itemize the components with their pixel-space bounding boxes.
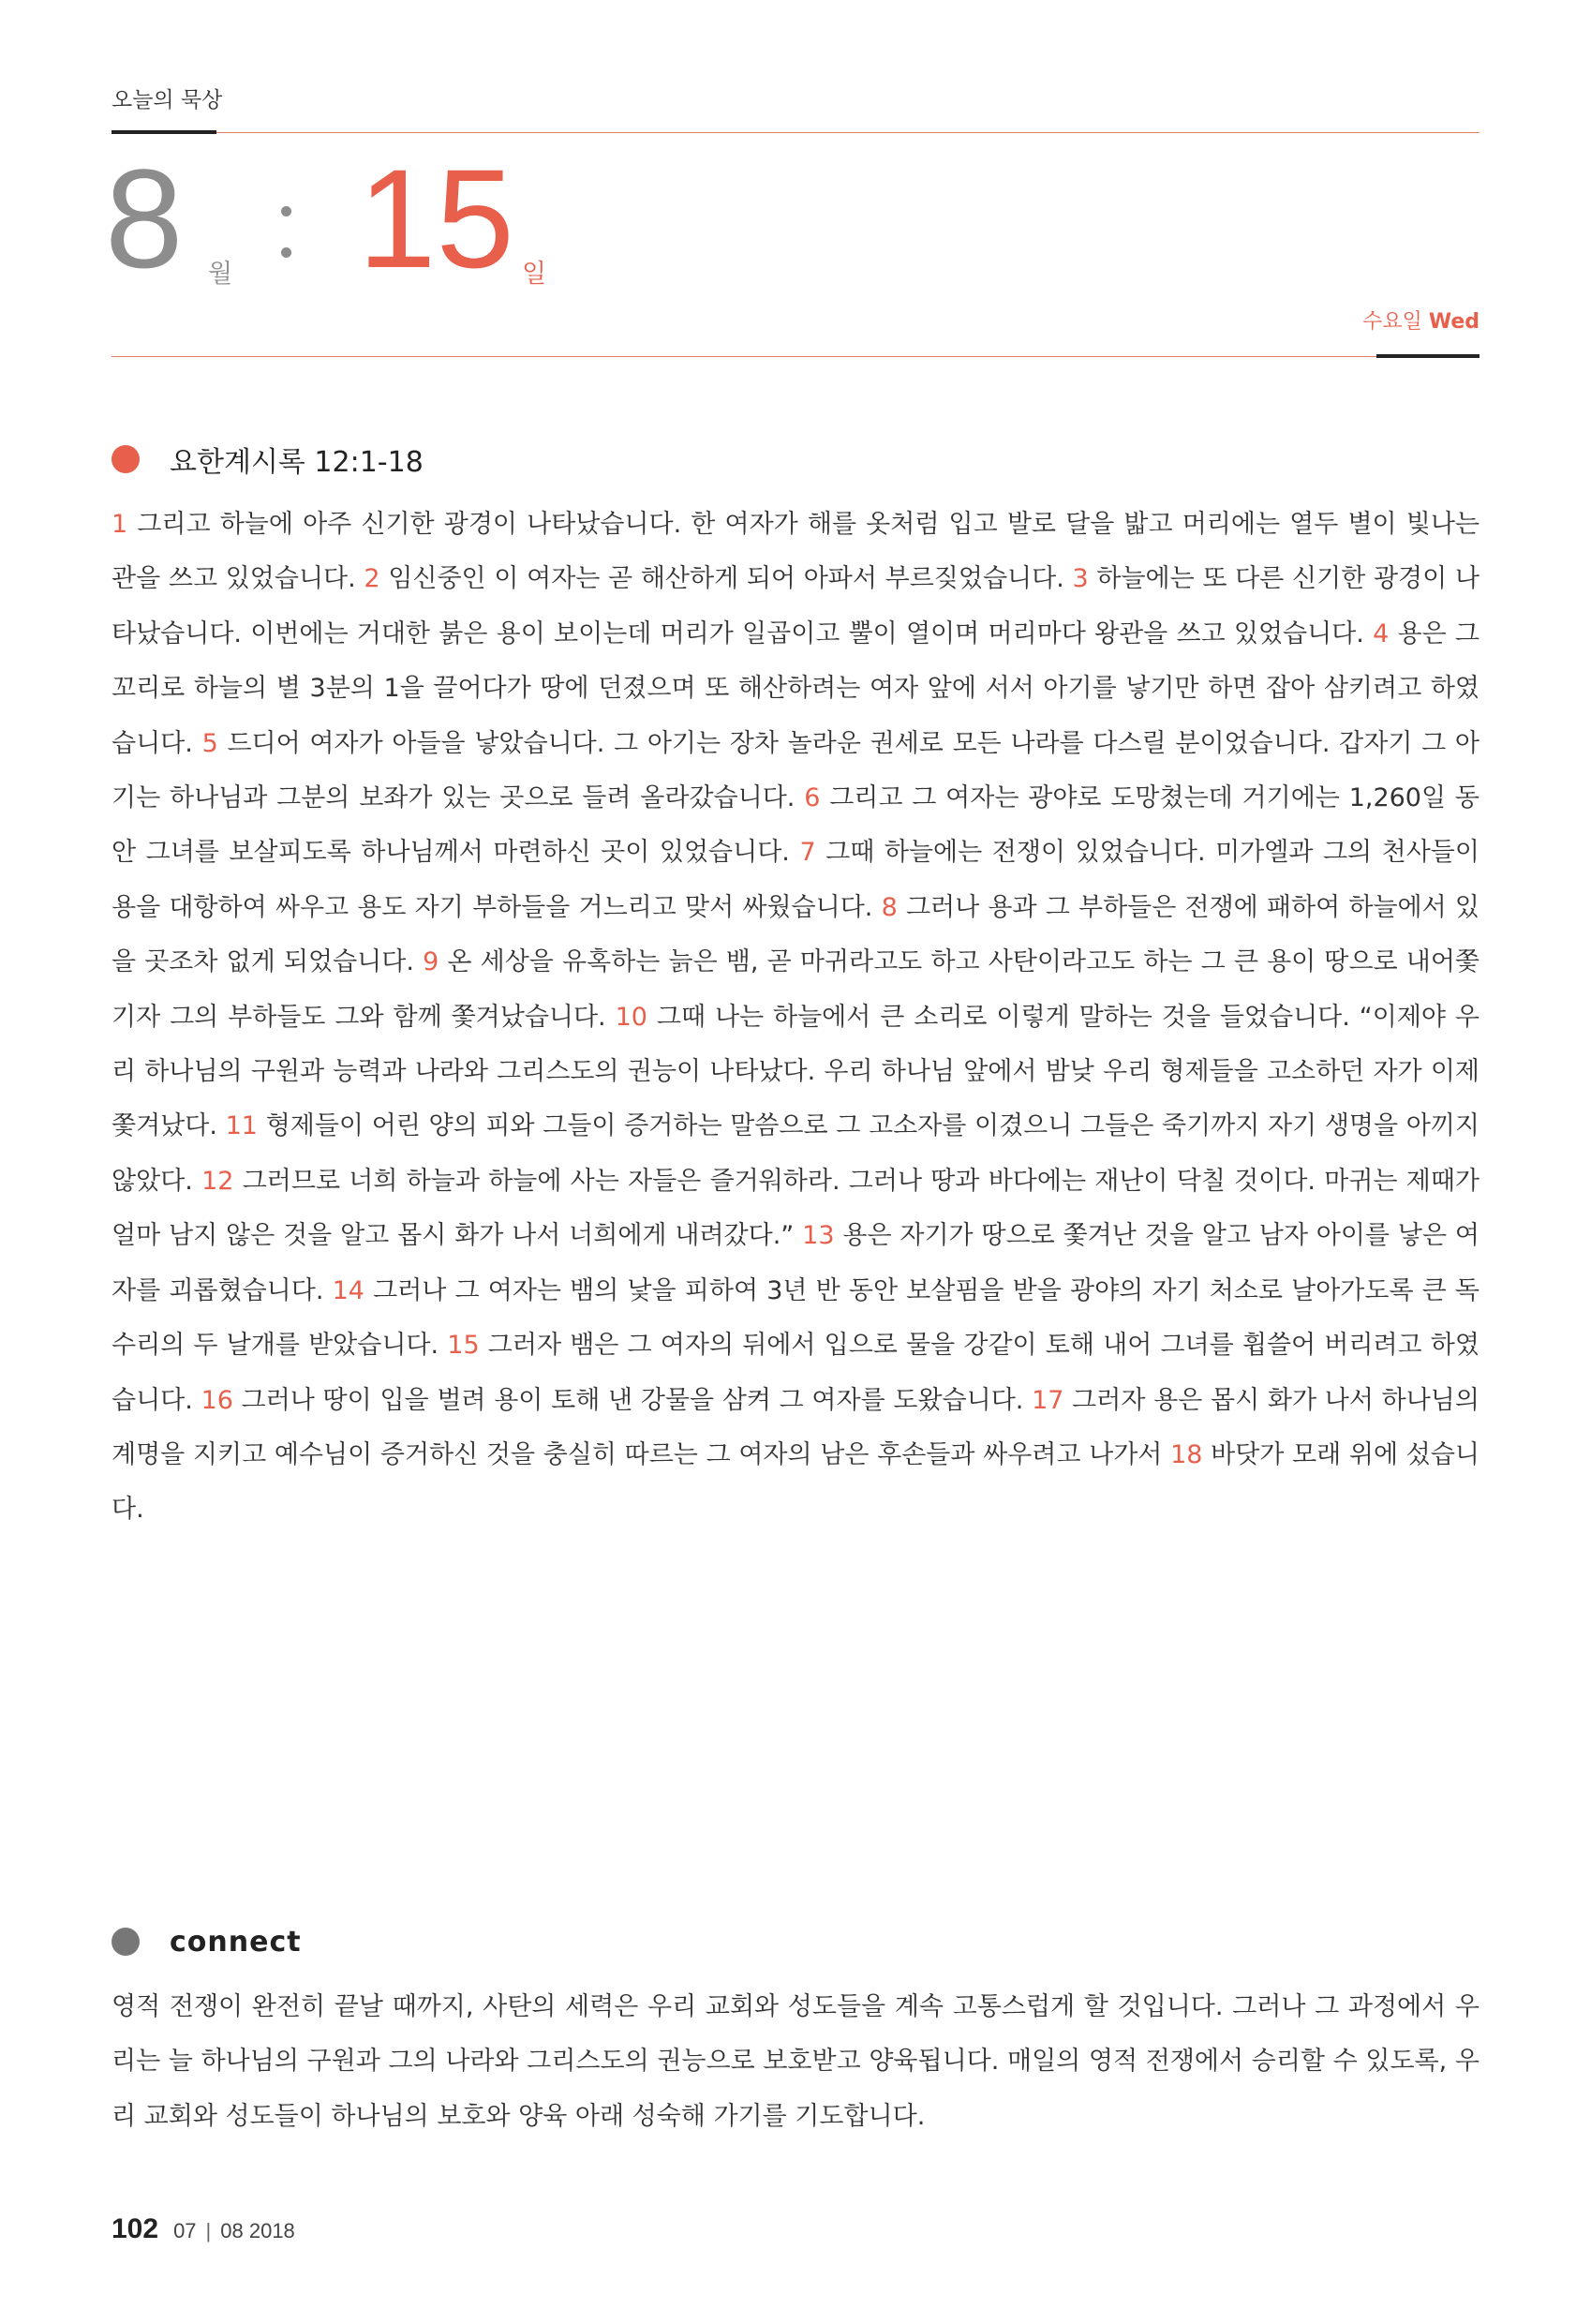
verse-text: 그리고 그 여자는 광야로 도망쳤는데 거기에는 1,260일 동안 그녀를 보살피도록 하나님께서 마련하신 곳이 있었습니다. (112, 783, 1479, 868)
verse-text: 온 세상을 유혹하는 늙은 뱀, 곧 마귀라고도 하고 사탄이라고도 하는 그 큰 용이 땅으로 내어쫓기자 그의 부하들도 그와 함께 쫓겨났습니다. (112, 947, 1480, 1032)
verse-number: 14 (332, 1275, 364, 1305)
connect-title: connect (170, 1925, 302, 1959)
header-label: 오늘의 묵상 (112, 88, 223, 112)
day-number: 15 (358, 140, 514, 297)
verse-number: 4 (1373, 618, 1390, 648)
day-unit: 일 (522, 260, 547, 289)
verse-text: 그러나 땅이 입을 벌려 용이 토해 낸 강물을 삼켜 그 여자를 도왔습니다. (241, 1385, 1024, 1415)
verse-number: 18 (1170, 1439, 1203, 1469)
verse-number: 10 (615, 1002, 647, 1032)
date-display (105, 140, 948, 298)
connect-body: 영적 전쟁이 완전히 끝날 때까지, 사탄의 세력은 우리 교회와 성도들을 계속 고통스럽게 할 것입니다. 그러나 그 과정에서 우리는 늘 하나님의 구원과 그의 나라와 그리스도의 권능으로 보호받고 양육됩니다. 매일의 영적 전쟁에서 승리할 수 있도록, 우리 교회와 성도들이 하나님의 보호와 양육 아래 성숙해 가기를 기도합니다. (112, 1992, 1479, 2131)
page-number: 102 (112, 2213, 159, 2244)
scripture-title: 요한계시록 12:1-18 (170, 446, 424, 479)
weekday (1362, 305, 1479, 335)
verse-text: 그리고 하늘에 아주 신기한 광경이 나타났습니다. 한 여자가 해를 옷처럼 입고 발로 달을 밟고 머리에는 열두 별이 빛나는 관을 쓰고 있었습니다. (112, 510, 1479, 594)
connect-heading (112, 1921, 302, 1962)
colon-dot-bottom (281, 247, 291, 258)
verse-number: 1 (112, 510, 128, 539)
scripture-body (112, 498, 1479, 1538)
verse-text: 그때 하늘에는 전쟁이 있었습니다. 미가엘과 그의 천사들이 용을 대항하여 싸우고 용도 자기 부하들을 거느리고 맞서 싸웠습니다. (112, 838, 1479, 922)
verse-number: 7 (799, 838, 816, 868)
red-bullet-icon (112, 445, 140, 473)
verse-text: 그러나 용과 그 부하들은 전쟁에 패하여 하늘에서 있을 곳조차 없게 되었습니다. (112, 892, 1479, 977)
verse-number: 15 (447, 1331, 480, 1361)
verse-text: 드디어 여자가 아들을 낳았습니다. 그 아기는 장차 놀라운 권세로 모든 나라를 다스릴 분이었습니다. 갑자기 그 아기는 하나님과 그분의 보좌가 있는 곳으로 들려 올라갔습니다. (112, 728, 1479, 813)
verse-number: 9 (423, 947, 439, 977)
header-rule-thick (112, 130, 216, 134)
verse-text: 그러므로 너희 하늘과 하늘에 사는 자들은 즐거워하라. 그러나 땅과 바다에는 재난이 닥칠 것이다. 마귀는 제때가 얼마 남지 않은 것을 알고 몹시 화가 나서 너희에게 내려갔다.” (112, 1166, 1479, 1251)
gray-bullet-icon (112, 1928, 140, 1956)
issue-separator: | (205, 2219, 212, 2242)
verse-number: 13 (802, 1221, 835, 1251)
verse-number: 8 (881, 892, 898, 922)
issue-info (173, 2219, 295, 2243)
verse-number: 16 (201, 1385, 233, 1415)
verse-text: 하늘에는 또 다른 신기한 광경이 나타났습니다. 이번에는 거대한 붉은 용이 보이는데 머리가 일곱이고 뿔이 열이며 머리마다 왕관을 쓰고 있었습니다. (112, 564, 1479, 648)
page-footer (112, 2213, 295, 2245)
month-unit: 월 (208, 260, 233, 289)
verse-text: 용은 그 꼬리로 하늘의 별 3분의 1을 끌어다가 땅에 던졌으며 또 해산하려는 여자 앞에 서서 아기를 낳기만 하면 잡아 삼키려고 하였습니다. (112, 618, 1479, 758)
date-rule-thick (1376, 354, 1479, 358)
verse-text: 임신중인 이 여자는 곧 해산하게 되어 아파서 부르짖었습니다. (388, 564, 1064, 594)
scripture-heading (112, 439, 424, 480)
colon-dot-top (281, 206, 291, 216)
weekday-en: Wed (1428, 310, 1479, 334)
verse-number: 5 (201, 728, 218, 758)
verse-text: 그러자 용은 몹시 화가 나서 하나님의 계명을 지키고 예수님이 증거하신 것을 충실히 따르는 그 여자의 남은 후손들과 싸우려고 나가서 (112, 1385, 1479, 1469)
month-number: 8 (105, 140, 184, 297)
verse-number: 3 (1072, 564, 1089, 594)
verse-text: 형제들이 어린 양의 피와 그들이 증거하는 말씀으로 그 고소자를 이겼으니 그들은 죽기까지 자기 생명을 아끼지 않았다. (112, 1111, 1480, 1196)
verse-number: 17 (1032, 1385, 1064, 1415)
verse-number: 2 (364, 564, 380, 594)
verse-number: 11 (225, 1111, 258, 1141)
date-rule-thin (112, 356, 1416, 357)
weekday-ko: 수요일 (1362, 310, 1422, 334)
verse-text: 용은 자기가 땅으로 쫓겨난 것을 알고 남자 아이를 낳은 여자를 괴롭혔습니다. (112, 1221, 1479, 1305)
issue-months: 07 (173, 2219, 197, 2242)
verse-number: 12 (201, 1166, 234, 1196)
header-rule-thin (216, 132, 1479, 133)
verse-text: 바닷가 모래 위에 섰습니다. (112, 1439, 1479, 1525)
verse-text: 그러나 그 여자는 뱀의 낯을 피하여 3년 반 동안 보살핌을 받을 광야의 자기 처소로 날아가도록 큰 독수리의 두 날개를 받았습니다. (112, 1275, 1480, 1361)
verse-text: 그러자 뱀은 그 여자의 뒤에서 입으로 물을 강같이 토해 내어 그녀를 휩쓸어 버리려고 하였습니다. (112, 1331, 1479, 1415)
verse-text: 그때 나는 하늘에서 큰 소리로 이렇게 말하는 것을 들었습니다. “이제야 우리 하나님의 구원과 능력과 나라와 그리스도의 권능이 나타났다. 우리 하나님 앞에서 밤낮 우리 형제들을 고소하던 자가 이제 쫓겨났다. (112, 1002, 1479, 1141)
issue-month-year: 08 2018 (220, 2219, 295, 2242)
verse-number: 6 (804, 783, 821, 813)
